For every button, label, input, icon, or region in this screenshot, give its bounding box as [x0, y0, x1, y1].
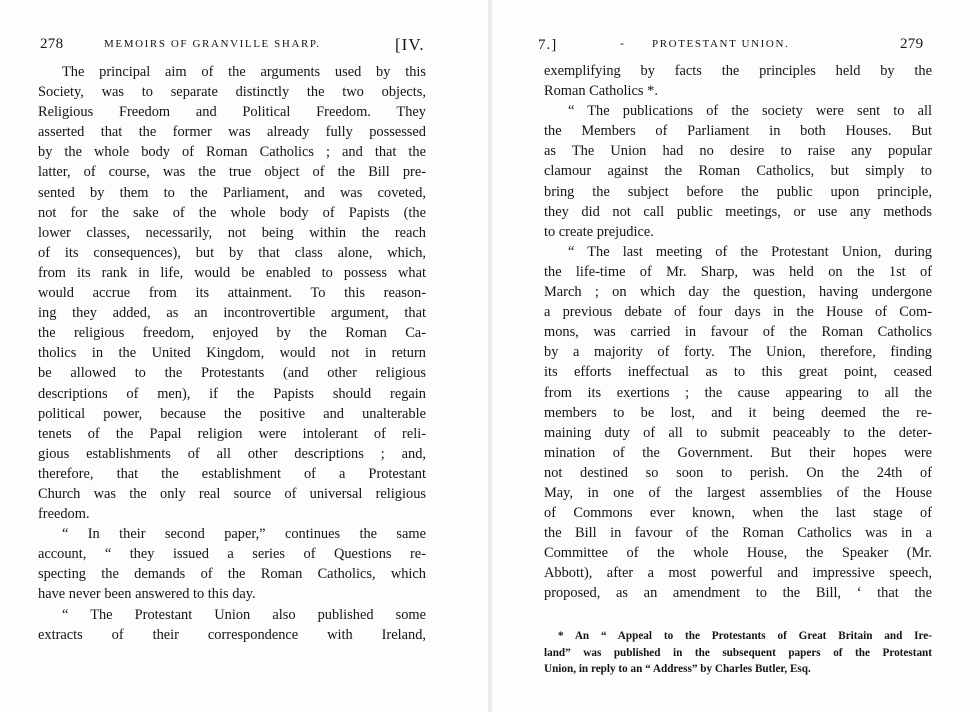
- left-page-body-text: [38, 62, 426, 645]
- text-line: tenets of the Papal religion were intolerant of reli-: [38, 425, 426, 442]
- text-line: descriptions of men), if the Papists should regain: [38, 385, 426, 402]
- text-line: “ In their second paper,” continues the same: [62, 526, 426, 543]
- text-line: extracts of their correspondence with Ireland,: [38, 626, 426, 643]
- text-line: March ; on which day the question, having undergone: [544, 284, 932, 301]
- text-line: from its rank in life, would be enabled to possess what: [38, 264, 426, 281]
- text-line: of Commons ever known, when the last stage of: [544, 505, 932, 522]
- text-line: not destined so soon to perish. On the 24th of: [544, 464, 932, 481]
- text-line: tholics in the United Kingdom, would not in return: [38, 345, 426, 362]
- running-head: MEMOIRS OF GRANVILLE SHARP.: [104, 38, 321, 50]
- text-line: Roman Catholics *.: [544, 83, 658, 100]
- text-line: not for the sake of the whole body of Papists (the: [38, 204, 426, 221]
- text-line: therefore, that the establishment of a Protestant: [38, 465, 426, 482]
- text-line: “ The last meeting of the Protestant Union, during: [568, 243, 932, 260]
- chapter-mark: 7.]: [538, 37, 558, 53]
- text-line: May, in one of the largest assemblies of the House: [544, 484, 932, 501]
- chapter-mark: [IV.: [395, 35, 425, 54]
- text-line: have never been answered to this day.: [38, 586, 256, 603]
- text-line: they did not call public meetings, or use any methods: [544, 203, 932, 220]
- right-page: [490, 0, 980, 712]
- text-line: Church was the only real source of universal religious: [38, 485, 426, 502]
- text-line: would accrue from its attainment. To this reason-: [38, 285, 426, 302]
- text-line: * An “ Appeal to the Protestants of Great Britain and Ire-: [558, 630, 932, 642]
- right-page-header: [538, 36, 940, 54]
- page-number: 278: [40, 36, 64, 52]
- text-line: sented by them to the Parliament, and was coveted,: [38, 184, 426, 201]
- left-page-header: [40, 36, 432, 54]
- text-line: Committee of the whole House, the Speaker (Mr.: [544, 545, 932, 562]
- text-line: lower classes, necessarily, not being within the reach: [38, 224, 426, 241]
- text-line: to create prejudice.: [544, 223, 654, 240]
- text-line: asserted that the former was already fully possessed: [38, 124, 426, 141]
- right-page-body-text: [544, 61, 932, 604]
- text-line: members to be lost, and it being deemed the re-: [544, 404, 932, 421]
- text-line: by the whole body of Roman Catholics ; and that the: [38, 144, 426, 161]
- text-line: freedom.: [38, 506, 90, 523]
- text-line: the religious freedom, enjoyed by the Roman Ca-: [38, 325, 426, 342]
- text-line: as The Union had no desire to raise any popular: [544, 143, 932, 160]
- text-line: land” was published in the subsequent papers of the Protestant: [544, 646, 932, 659]
- text-line: of its consequences), but by that class alone, which,: [38, 244, 426, 261]
- text-line: Religious Freedom and Political Freedom. They: [38, 104, 426, 121]
- running-head: PROTESTANT UNION.: [652, 38, 790, 50]
- text-line: account, “ they issued a series of Questions re-: [38, 546, 426, 563]
- text-line: specting the demands of the Roman Catholics, which: [38, 566, 426, 583]
- text-line: the Bill in favour of the Roman Catholics was in a: [544, 525, 932, 542]
- text-line: proposed, as an amendment to the Bill, ‘ that the: [544, 585, 932, 602]
- text-line: “ The publications of the society were sent to all: [568, 103, 932, 120]
- text-line: mons, was carried in favour of the Roman Catholics: [544, 324, 932, 341]
- text-line: the life-time of Mr. Sharp, was held on the 1st of: [544, 263, 932, 280]
- footnote: [544, 628, 932, 678]
- text-line: political power, because the positive and unalterable: [38, 405, 426, 422]
- text-line: by a majority of forty. The Union, therefore, finding: [544, 344, 932, 361]
- text-line: the Members of Parliament in both Houses. But: [544, 123, 932, 140]
- text-line: exemplifying by facts the principles held by the: [544, 63, 932, 79]
- text-line: Society, was to separate distinctly the two objects,: [38, 84, 426, 101]
- text-line: from its exertions ; the cause appearing to all the: [544, 384, 932, 401]
- text-line: maining duty of all to submit peaceably to the deter-: [544, 424, 932, 441]
- text-line: bring the subject before the public upon principle,: [544, 183, 932, 200]
- text-line: Abbott), after a most powerful and impressive speech,: [544, 565, 932, 582]
- text-line: ing they added, as an incontrovertible argument, that: [38, 305, 426, 322]
- text-line: a previous debate of four days in the House of Com-: [544, 304, 932, 321]
- text-line: mination of the Government. But their hopes were: [544, 444, 932, 461]
- page-number: 279: [900, 36, 924, 52]
- text-line: gious establishments of all other descriptions ; and,: [38, 445, 426, 462]
- text-line: Union, in reply to an “ Address” by Charles Butler, Esq.: [544, 663, 811, 676]
- text-line: its efforts ineffectual as to this great point, ceased: [544, 364, 932, 381]
- text-line: clamour against the Roman Catholics, but simply to: [544, 163, 932, 180]
- text-line: be allowed to the Protestants (and other religious: [38, 365, 426, 382]
- text-line: The principal aim of the arguments used by this: [62, 64, 426, 80]
- text-line: “ The Protestant Union also published some: [62, 606, 426, 623]
- text-line: latter, of course, was the true object of the Bill pre-: [38, 164, 426, 181]
- header-mark: ‐: [620, 36, 625, 50]
